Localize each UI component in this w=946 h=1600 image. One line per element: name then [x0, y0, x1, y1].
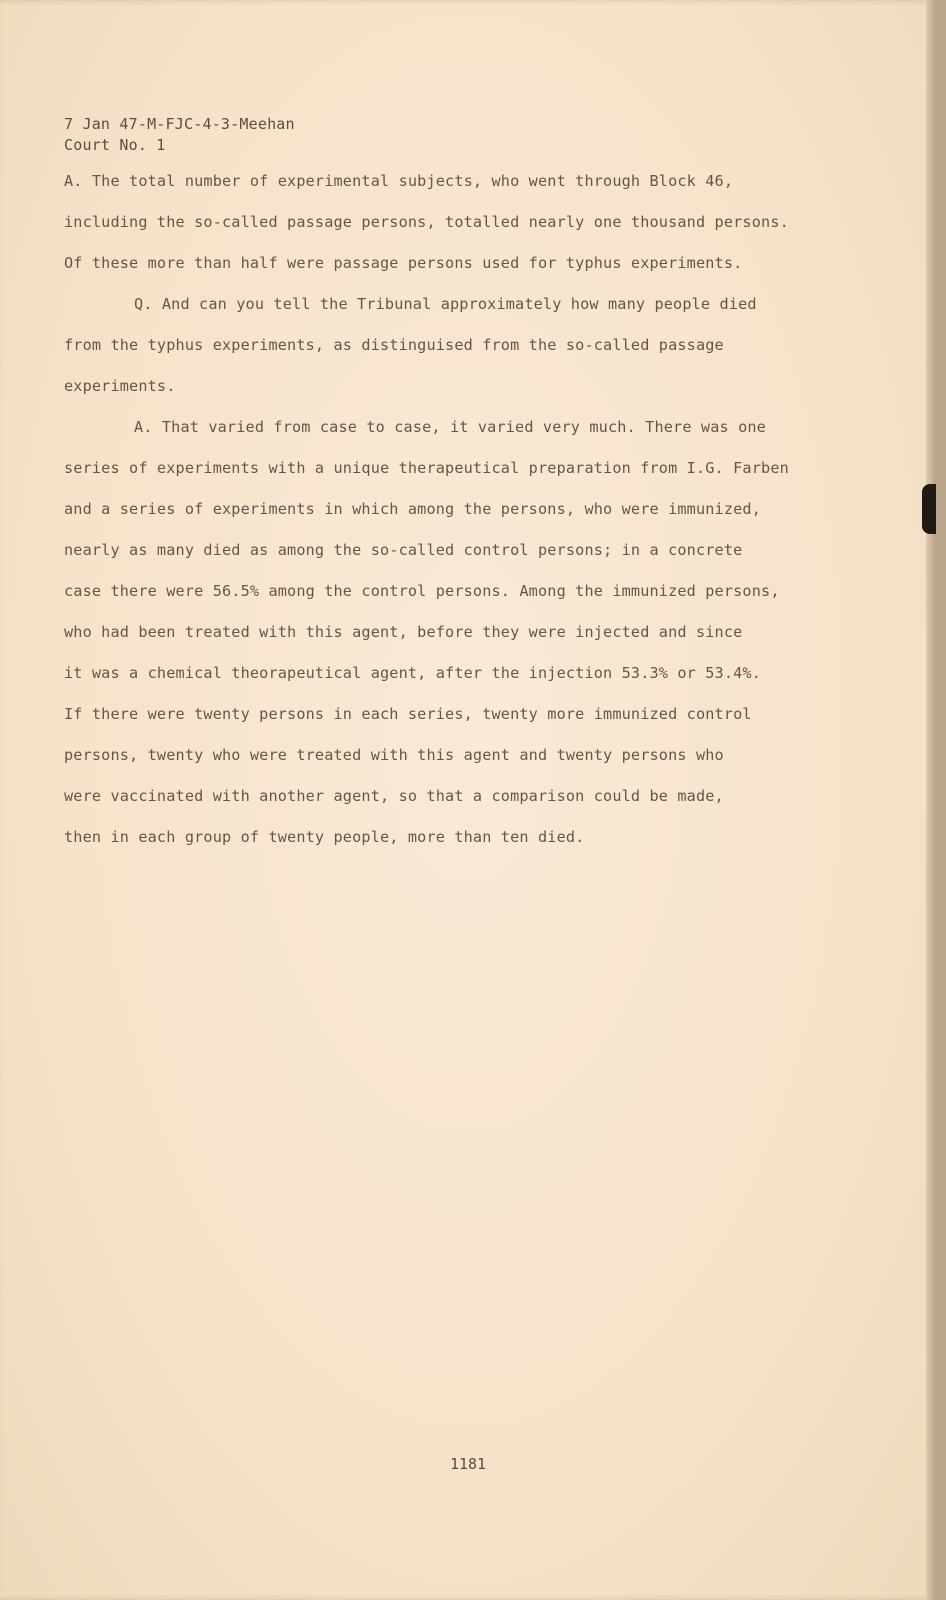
text-line: from the typhus experiments, as distinguised from the so-called passage [64, 336, 724, 354]
header-reference: 7 Jan 47-M-FJC-4-3-Meehan [64, 115, 295, 133]
text-line: Of these more than half were passage persons used for typhus experiments. [64, 254, 743, 272]
header-court: Court No. 1 [64, 136, 166, 154]
text-line: Q. And can you tell the Tribunal approximately how many people died [134, 295, 757, 313]
text-line: it was a chemical theorapeutical agent, after the injection 53.3% or 53.4%. [64, 664, 762, 682]
text-line: and a series of experiments in which among the persons, who were immunized, [64, 500, 762, 518]
text-line: case there were 56.5% among the control persons. Among the immunized persons, [64, 582, 780, 600]
text-line: experiments. [64, 377, 176, 395]
text-line: who had been treated with this agent, before they were injected and since [64, 623, 743, 641]
text-line: persons, twenty who were treated with this agent and twenty persons who [64, 746, 724, 764]
text-line: A. The total number of experimental subjects, who went through Block 46, [64, 172, 734, 190]
text-line: were vaccinated with another agent, so that a comparison could be made, [64, 787, 724, 805]
text-line: nearly as many died as among the so-called control persons; in a concrete [64, 541, 743, 559]
text-line: series of experiments with a unique therapeutical preparation from I.G. Farben [64, 459, 789, 477]
text-line: including the so-called passage persons, totalled nearly one thousand persons. [64, 213, 789, 231]
page-edge [926, 0, 936, 1600]
page-number: 1181 [449, 1455, 487, 1473]
document-header [64, 114, 295, 156]
binding-hole [922, 484, 936, 534]
text-line: A. That varied from case to case, it varied very much. There was one [134, 418, 766, 436]
text-line: then in each group of twenty people, more than ten died. [64, 828, 585, 846]
text-line: If there were twenty persons in each series, twenty more immunized control [64, 705, 752, 723]
